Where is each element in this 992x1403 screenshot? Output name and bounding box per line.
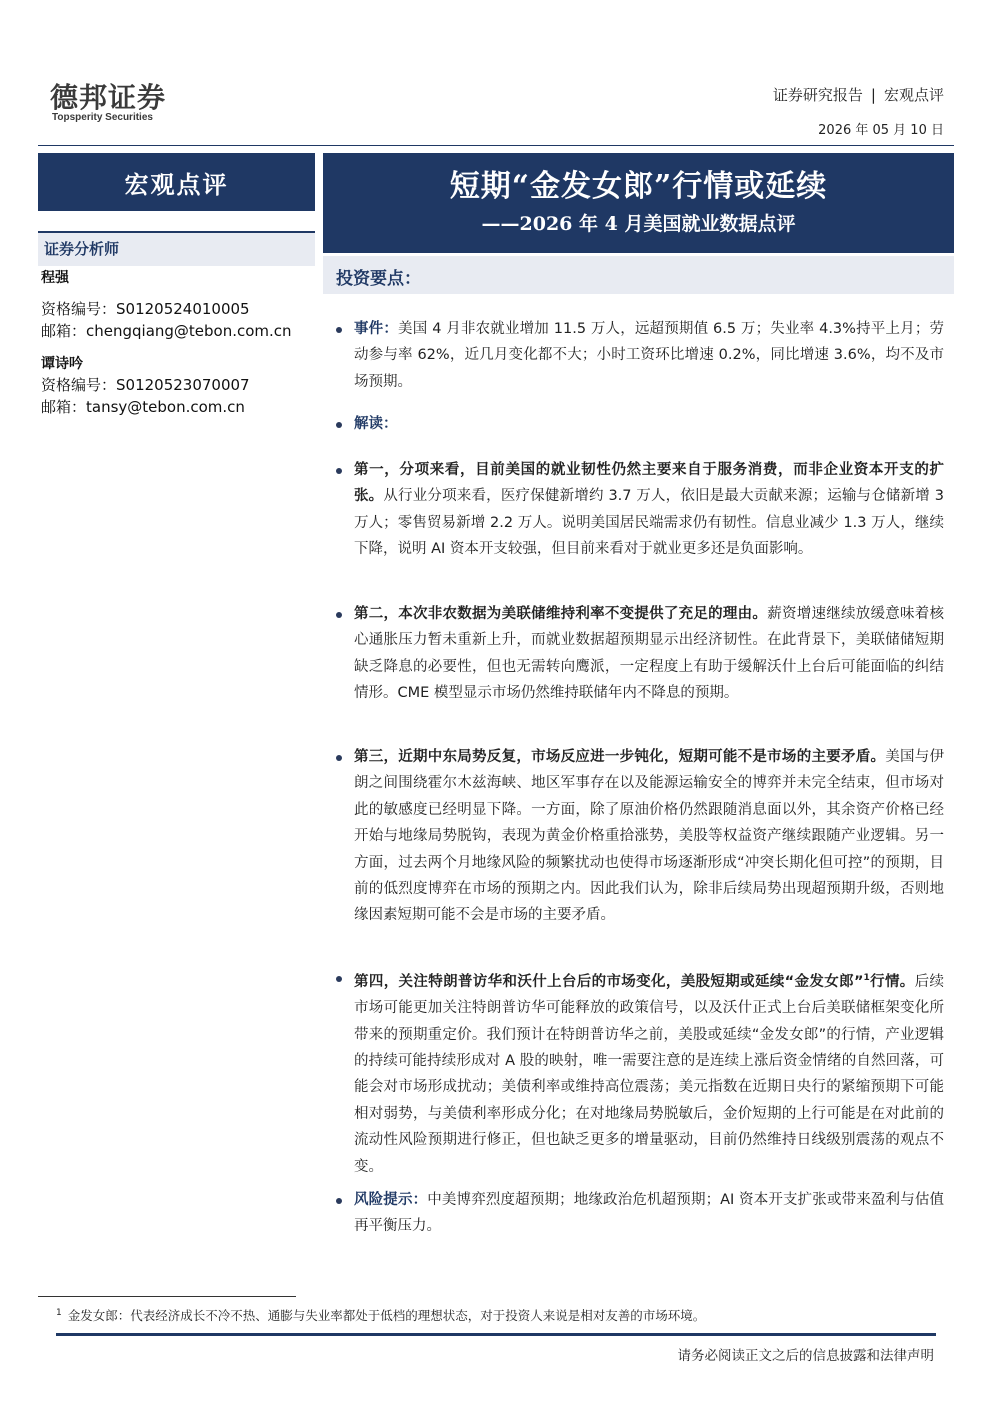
bullet-icon	[336, 1198, 342, 1204]
bullet-icon	[336, 468, 342, 474]
report-type-label	[773, 85, 944, 105]
header-separator: |	[870, 86, 876, 104]
point-text: 中美博弈烈度超预期；地缘政治危机超预期；AI 资本开支扩张或带来盈利与估值再平衡压力。	[354, 1192, 944, 1235]
footnote-mark: 1	[56, 1308, 62, 1318]
footer-divider	[56, 1333, 936, 1336]
point-text: 美国与伊朗之间围绕霍尔木兹海峡、地区军事存在以及能源运输安全的博弈并未完全结束，但市场对此的敏感度已经明显下降。一方面，除了原油价格仍然跟随消息面以外，其余资产价格已经开始与地缘局势脱钩，表现为黄金价格重拾涨势，美股等权益资产继续跟随产业逻辑。另一方面，过去两个月地缘风险的频繁扰动也使得市场逐渐形成“冲突长期化但可控”的预期，目前的低烈度博弈在市场的预期之内。因此我们认为，除非后续局势出现超预期升级，否则地缘因素短期可能不会是市场的主要矛盾。	[354, 749, 945, 924]
bullet-icon	[336, 612, 342, 618]
footnote-divider	[38, 1296, 296, 1297]
bullet-icon	[336, 976, 342, 982]
point-lead: 第一，分项来看，目前美国的就业韧性仍然主要来自于服务消费，而非企业资本开支的扩张。	[354, 462, 944, 505]
footnote-text: 金发女郎：代表经济成长不冷不热、通膨与失业率都处于低档的理想状态，对于投资人来说是相对友善的市场环境。	[67, 1308, 706, 1324]
point-lead-cont: 行情。	[869, 973, 915, 990]
footnote	[56, 1304, 705, 1325]
bullet-icon	[336, 422, 342, 428]
point-interpretation	[354, 411, 944, 437]
point-third	[354, 744, 944, 929]
analyst-heading: 证券分析师	[44, 240, 120, 258]
bullet-icon	[336, 755, 342, 761]
point-text: 从行业分项来看，医疗保健新增约 3.7 万人，依旧是最大贡献来源；运输与仓储新增 3 万人；零售贸易新增 2.2 万人。说明美国居民端需求仍有韧性。信息业减少 1.3 万人，继续下降，说明 AI 资本开支较强，但目前来看对于就业更多还是负面影响。	[354, 488, 945, 558]
report-subtitle: ——2026 年 4 月美国就业数据点评	[481, 213, 796, 235]
disclaimer: 请务必阅读正文之后的信息披露和法律声明	[677, 1348, 934, 1364]
point-lead: 事件：	[354, 321, 399, 337]
company-logo-cn: 德邦证券	[50, 81, 167, 114]
category-banner: 宏观点评	[38, 153, 315, 211]
company-logo-en: Topsperity Securities	[52, 112, 153, 123]
analyst-cert: 资格编号：S0120523070007	[41, 376, 250, 394]
points-heading: 投资要点：	[336, 269, 421, 289]
point-text: 后续市场可能更加关注特朗普访华可能释放的政策信号，以及沃什正式上台后美联储框架变化所带来的预期重定价。我们预计在特朗普访华之前，美股或延续“金发女郎”的行情，产业逻辑的持续可能持续形成对 A 股的映射，唯一需要注意的是连续上涨后资金情绪的自然回落，可能会对市场形成扰动；美债利率或维持高位震荡；美元指数在近期日央行的紧缩预期下可能相对弱势，与美债利率形成分化；在对地缘局势脱敏后，金价短期的上行可能是在对此前的流动性风险预期进行修正，但也缺乏更多的增量驱动，目前仍然维持日线级别震荡的观点不变。	[354, 973, 945, 1175]
point-text: 薪资增速继续放缓意味着核心通胀压力暂未重新上升，而就业数据超预期显示出经济韧性。在此背景下，美联储储短期缺乏降息的必要性，但也无需转向鹰派，一定程度上有助于缓解沃什上台后可能面临的纠结情形。CME 模型显示市场仍然维持联储年内不降息的预期。	[354, 606, 945, 702]
point-fourth	[354, 965, 944, 1180]
point-risk	[354, 1187, 944, 1240]
analyst-name: 谭诗吟	[41, 356, 83, 372]
point-lead: 风险提示：	[354, 1192, 428, 1208]
point-lead: 第四，关注特朗普访华和沃什上台后的市场变化，美股短期或延续“金发女郎”	[354, 973, 864, 990]
header-divider	[38, 145, 954, 146]
footnote-ref[interactable]: 1	[863, 973, 870, 983]
analyst-email[interactable]: 邮箱：chengqiang@tebon.com.cn	[41, 322, 292, 340]
bullet-icon	[336, 327, 342, 333]
point-event	[354, 316, 944, 395]
analyst-name: 程强	[41, 270, 69, 286]
point-second	[354, 601, 944, 707]
point-lead: 解读：	[354, 416, 398, 432]
report-date: 2026 年 05 月 10 日	[818, 123, 944, 138]
analyst-email[interactable]: 邮箱：tansy@tebon.com.cn	[41, 398, 245, 416]
report-type: 证券研究报告	[772, 86, 863, 104]
report-title: 短期“金发女郎”行情或延续	[449, 169, 828, 204]
point-text: 美国 4 月非农就业增加 11.5 万人，远超预期值 6.5 万；失业率 4.3%持平上月；劳动参与率 62%，近几月变化都不大；小时工资环比增速 0.2%，同比增速 3.6%，均不及市场预期。	[354, 321, 945, 390]
point-lead: 第三，近期中东局势反复，市场反应进一步钝化，短期可能不是市场的主要矛盾。	[354, 749, 886, 765]
report-category: 宏观点评	[883, 86, 944, 104]
analyst-cert: 资格编号：S0120524010005	[41, 300, 250, 318]
point-lead: 第二，本次非农数据为美联储维持利率不变提供了充足的理由。	[354, 606, 768, 622]
point-first	[354, 457, 944, 563]
title-banner	[323, 153, 954, 253]
